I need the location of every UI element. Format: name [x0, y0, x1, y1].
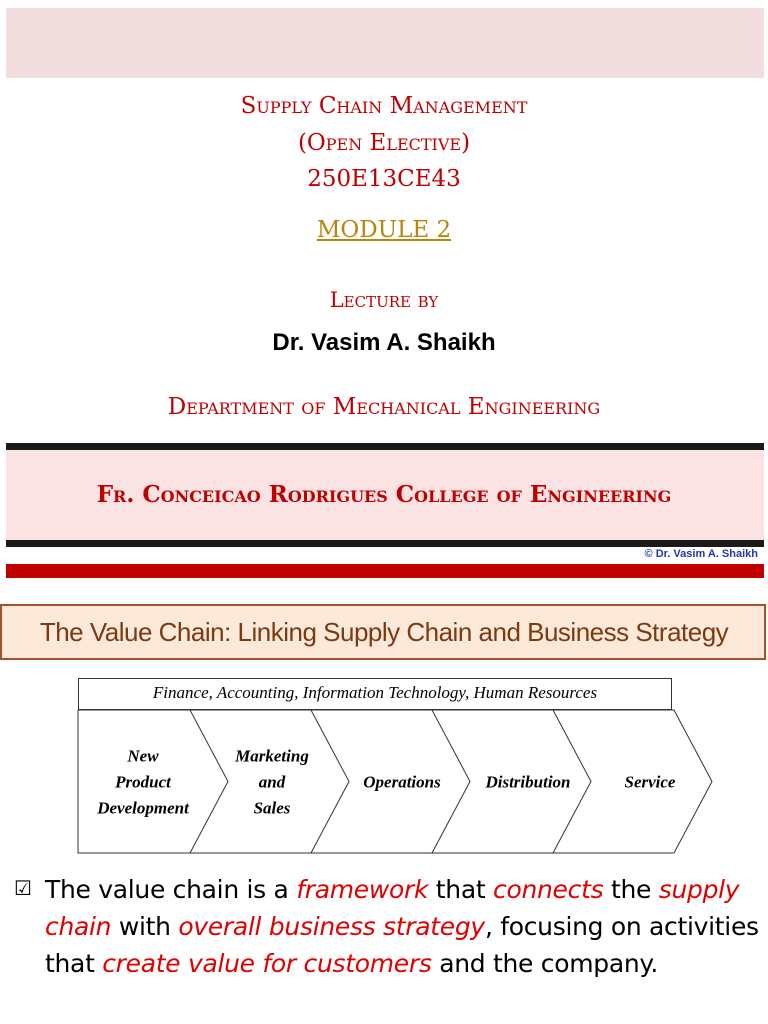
- chain-step-label: Marketing: [235, 746, 309, 766]
- copyright-text: © Dr. Vasim A. Shaikh: [644, 548, 758, 560]
- lecture-by-label: Lecture by: [329, 288, 439, 312]
- slide-heading: The Value Chain: Linking Supply Chain and Business Strategy: [39, 617, 729, 647]
- bullet-emphasis: supply chain: [45, 875, 740, 941]
- chain-step-label: Product: [115, 772, 171, 792]
- chain-step-label: New: [127, 746, 159, 766]
- chain-step-label: Distribution: [485, 772, 571, 792]
- chain-step-label: Service: [624, 772, 676, 792]
- college-name: Fr. Conceicao Rodrigues College of Engineering: [96, 481, 672, 508]
- chain-step-label: and: [258, 772, 286, 792]
- bullet-part: and the company.: [431, 949, 658, 978]
- bullet-part: the: [603, 875, 659, 904]
- bullet-emphasis: create value for customers: [102, 949, 432, 978]
- module-text: MODULE 2: [316, 217, 452, 243]
- bullet-part: that: [428, 875, 494, 904]
- chain-step-label: Operations: [363, 772, 441, 792]
- lecturer-name: Dr. Vasim A. Shaikh: [272, 329, 496, 356]
- support-activities-label: Finance, Accounting, Information Technology, Human Resources: [152, 683, 598, 702]
- chevron-divider: [311, 710, 349, 853]
- slide-title: Supply Chain Management: [240, 93, 528, 119]
- chain-step-label: Development: [97, 798, 189, 818]
- slide-subtitle: (Open Elective): [297, 130, 471, 156]
- chevron-divider: [190, 710, 228, 853]
- bullet-part: with: [111, 912, 179, 941]
- department-name: Department of Mechanical Engineering: [167, 394, 601, 420]
- bullet-part: The value chain is a: [45, 875, 297, 904]
- bullet-text: [45, 871, 760, 982]
- bullet-emphasis: overall business strategy: [178, 912, 485, 941]
- checkbox-icon: ☑: [14, 878, 32, 900]
- bullet-part: , focusing on activities that: [45, 912, 759, 978]
- bullet-emphasis: framework: [296, 875, 429, 904]
- course-code: 250E13CE43: [307, 166, 461, 192]
- chain-step-label: Sales: [253, 798, 291, 818]
- bullet-emphasis: connects: [493, 875, 604, 904]
